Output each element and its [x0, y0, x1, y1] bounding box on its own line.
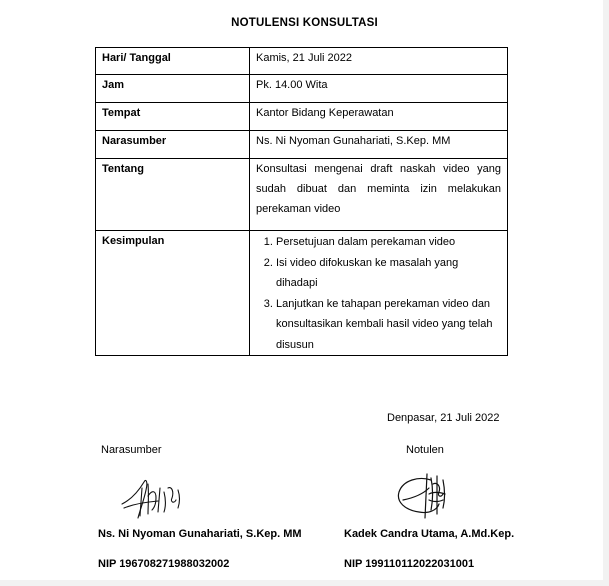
table-row	[96, 75, 508, 103]
row-label-conclusion: Kesimpulan	[96, 231, 250, 356]
speaker-nip: NIP 196708271988032002	[98, 558, 230, 570]
row-label-date: Hari/ Tanggal	[96, 48, 250, 75]
row-label-speaker: Narasumber	[96, 131, 250, 159]
row-value-topic	[250, 159, 508, 231]
table-row	[96, 131, 508, 159]
row-value-speaker: Ns. Ni Nyoman Gunahariati, S.Kep. MM	[250, 131, 508, 159]
list-item: 1. Persetujuan dalam perekaman video	[276, 232, 501, 253]
place-date: Denpasar, 21 Juli 2022	[387, 412, 500, 424]
role-note-taker: Notulen	[406, 444, 444, 456]
consultation-table	[95, 47, 508, 356]
table-row	[96, 103, 508, 131]
list-item: 3. Lanjutkan ke tahapan perekaman video dan konsultasikan kembali hasil video yang telah disusun	[276, 294, 501, 356]
document-title: NOTULENSI KONSULTASI	[231, 17, 378, 29]
row-value-date: Kamis, 21 Juli 2022	[250, 48, 508, 75]
table-row	[96, 48, 508, 75]
row-label-time: Jam	[96, 75, 250, 103]
row-value-place: Kantor Bidang Keperawatan	[250, 103, 508, 131]
row-value-conclusion	[250, 231, 508, 356]
signature-note-taker	[393, 470, 459, 524]
speaker-name: Ns. Ni Nyoman Gunahariati, S.Kep. MM	[98, 528, 302, 540]
topic-text: Konsultasi mengenai draft naskah video yang sudah dibuat dan meminta izin melakukan perekaman video	[256, 163, 501, 215]
row-value-time: Pk. 14.00 Wita	[250, 75, 508, 103]
row-label-place: Tempat	[96, 103, 250, 131]
role-speaker: Narasumber	[101, 444, 162, 456]
note-taker-nip: NIP 199110112022031001	[344, 558, 475, 570]
table-row	[96, 159, 508, 231]
row-label-topic: Tentang	[96, 159, 250, 231]
note-taker-name: Kadek Candra Utama, A.Md.Kep.	[344, 528, 515, 540]
conclusion-list	[256, 232, 501, 355]
signature-speaker	[118, 474, 198, 522]
list-item: 2. Isi video difokuskan ke masalah yang dihadapi	[276, 253, 501, 294]
table-row	[96, 231, 508, 356]
